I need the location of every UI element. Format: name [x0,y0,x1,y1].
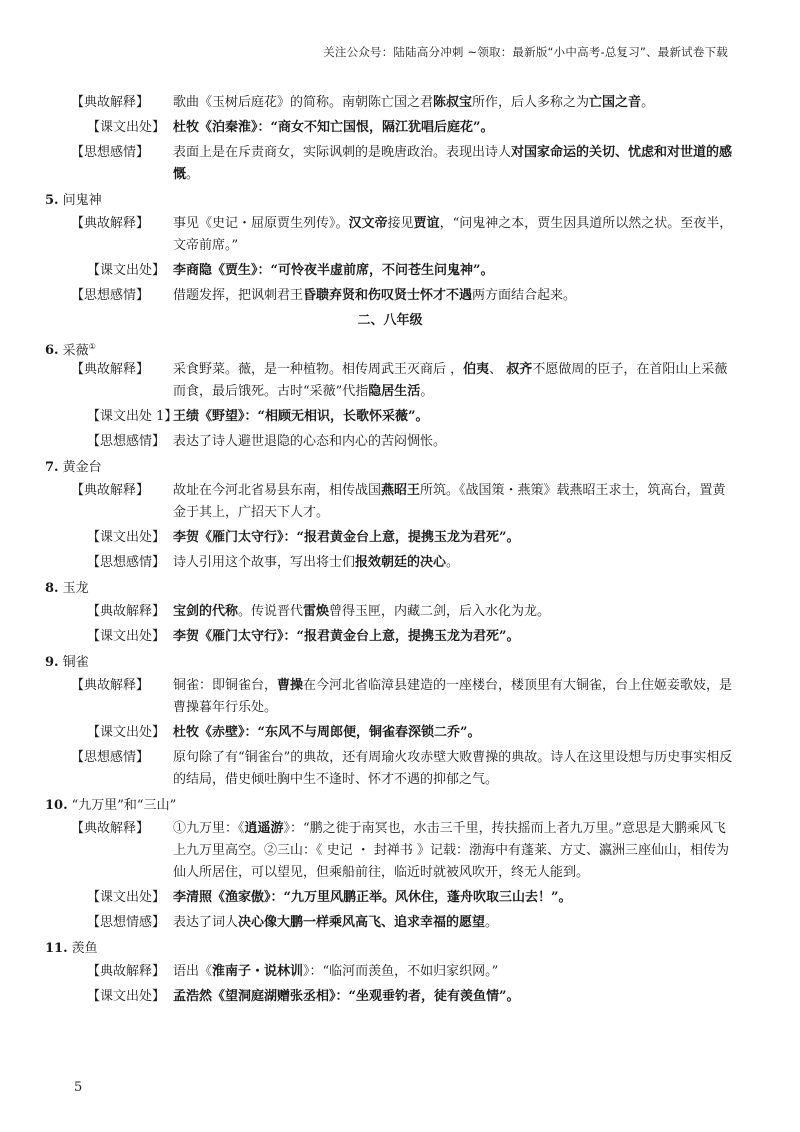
document-body [45,92,735,1011]
source-text: 杜牧《泊秦淮》：“商女不知亡国恨，隔江犹唱后庭花”。 [173,120,494,135]
allusion-item-11 [45,940,735,1008]
page-header-banner: 关注公众号：陆陆高分冲刺 ~领取：最新版“小中高考-总复习”、最新试卷下载 [323,45,728,59]
feeling-line: 【思想感情】 原句除了有“铜雀台”的典故，还有周瑜火攻赤壁大败曹操的典故。诗人在这里设想与历史事实相反的结局，借史倾吐胸中生不逢时、怀才不遇的抑郁之气。 [71,747,735,791]
feeling-line: 【思想感情】 借题发挥，把讽刺君王昏聩弃贤和伤叹贤士怀才不遇两方面结合起来。 [71,285,735,307]
key-term: 亡国之音 [589,95,642,110]
footnote-marker: ① [88,342,96,351]
feeling-tag: 【思想感情】 [71,750,150,765]
explain-line: 【典故解释】 故址在今河北省易县东南，相传战国燕昭王所筑。《战国策・燕策》载燕昭王求士，筑高台，置黄金于其上，广招天下人才。 [71,480,735,524]
source-line: 【课文出处 1】 王绩《野望》：“相顾无相识，长歌怀采薇”。 [87,406,735,428]
source-tag: 【课文出处】 [87,725,166,740]
explain-tag: 【典故解释】 [87,604,166,619]
source-tag: 【课文出处】 [87,629,166,644]
item-title: 11. 羡鱼 [45,941,98,956]
feeling-tag: 【思想感情】 [71,145,150,160]
intro-feeling: 【思想感情】 表面上是在斥责商女，实际讽刺的是晚唐政治。表现出诗人对国家命运的关切、忧虑和对世道的感慨。 [71,142,735,186]
source-line: 【课文出处】 李贺《雁门太守行》：“报君黄金台上意，提携玉龙为君死”。 [87,527,735,549]
feeling-line: 【思想感情】 诗人引用这个故事，写出将士们报效朝廷的决心。 [87,552,735,574]
allusion-item-8 [45,580,735,648]
allusion-item-5 [45,192,735,307]
source-line: 【课文出处】 李贺《雁门太守行》：“报君黄金台上意，提携玉龙为君死”。 [87,626,735,648]
intro-source [87,117,735,139]
key-term: 陈叔宝 [433,95,473,110]
explain-tag: 【典故解释】 [71,483,150,498]
explain-tag: 【典故解释】 [71,216,150,231]
intro-section [45,92,735,186]
explain-tag: 【典故解释】 [71,362,150,377]
explain-tag: 【典故解释】 [87,964,166,979]
source-line: 【课文出处】 杜牧《赤壁》：“东风不与周郎便，铜雀春深锁二乔”。 [87,722,735,744]
explain-line: 【典故解释】 宝剑的代称。传说晋代雷焕曾得玉匣，内藏二剑，后入水化为龙。 [87,601,735,623]
explain-line: 【典故解释】 语出《淮南子・说林训》：“临河而羡鱼，不如归家织网。” [87,961,735,983]
explain-line: 【典故解释】 事见《史记・屈原贾生列传》。汉文帝接见贾谊，“问鬼神之本，贾生因具道所以然之状。至夜半，文帝前席。” [71,213,735,257]
feeling-tag: 【思想感情】 [71,288,150,303]
feeling-tag: 【思想情感】 [87,915,166,930]
allusion-item-7 [45,459,735,574]
source-tag: 【课文出处】 [87,989,166,1004]
explain-tag: 【典故解释】 [71,821,150,836]
allusion-item-9 [45,654,735,791]
source-line: 【课文出处】 李商隐《贾生》：“可怜夜半虚前席，不问苍生问鬼神”。 [87,260,735,282]
source-tag: 【课文出处】 [87,530,166,545]
grade-heading: 二、八年级 [357,313,423,328]
source-tag: 【课文出处 1】 [87,409,178,424]
explain-line: 【典故解释】 铜雀：即铜雀台，曹操在今河北省临漳县建造的一座楼台，楼顶里有大铜雀，台上住姬妾歌妓，是曹操暮年行乐处。 [71,675,735,719]
source-tag: 【课文出处】 [87,263,166,278]
allusion-item-6 [45,338,735,453]
explain-line: 【典故解释】 ①九万里：《逍遥游》：“鹏之徙于南冥也，水击三千里，抟扶摇而上者九万里。”意思是大鹏乘风飞上九万里高空。②三山：《 史记 ・ 封禅书 》记载：渤海中有蓬莱、方丈、瀛洲三座仙山，相传为仙人所居住，可以望见，但乘船前往，临近时就被风吹开，终无人能到。 [71,818,735,884]
source-tag: 【课文出处】 [87,120,166,135]
explain-tag: 【典故解释】 [71,678,150,693]
explain-tag: 【典故解释】 [71,95,150,110]
item-title: 7. 黄金台 [45,460,102,475]
source-line: 【课文出处】 孟浩然《望洞庭湖赠张丞相》：“坐观垂钓者，徒有羡鱼情”。 [87,986,735,1008]
page-number: 5 [74,1080,83,1095]
feeling-line: 【思想情感】 表达了词人决心像大鹏一样乘风高飞、追求幸福的愿望。 [87,912,735,934]
item-title: 10. “九万里”和“三山” [45,798,177,813]
feeling-tag: 【思想感情】 [87,555,166,570]
item-title: 9. 铜雀 [45,655,89,670]
explain-line: 【典故解释】 采食野菜。薇，是一种植物。相传周武王灭商后 ，伯夷、 叔齐不愿做周的臣子，在首阳山上采薇而食，最后饿死。古时“采薇”代指隐居生活。 [71,359,735,403]
source-line: 【课文出处】 李清照《渔家傲》：“九万里风鹏正举。风休住，蓬舟吹取三山去！”。 [87,887,735,909]
source-tag: 【课文出处】 [87,890,166,905]
intro-explain: 【典故解释】 歌曲《玉树后庭花》的简称。南朝陈亡国之君陈叔宝所作，后人多称之为亡国之音。 [71,92,735,114]
feeling-tag: 【思想感情】 [87,434,166,449]
item-title: 6. 采薇① [45,342,96,359]
key-term: 对国家命运的关切、忧虑和对世道的感慨 [173,145,733,182]
feeling-line: 【思想感情】 表达了诗人避世退隐的心态和内心的苦闷惆怅。 [87,431,735,453]
item-title: 5. 问鬼神 [45,193,102,208]
item-title: 8. 玉龙 [45,581,89,596]
allusion-item-10 [45,797,735,934]
